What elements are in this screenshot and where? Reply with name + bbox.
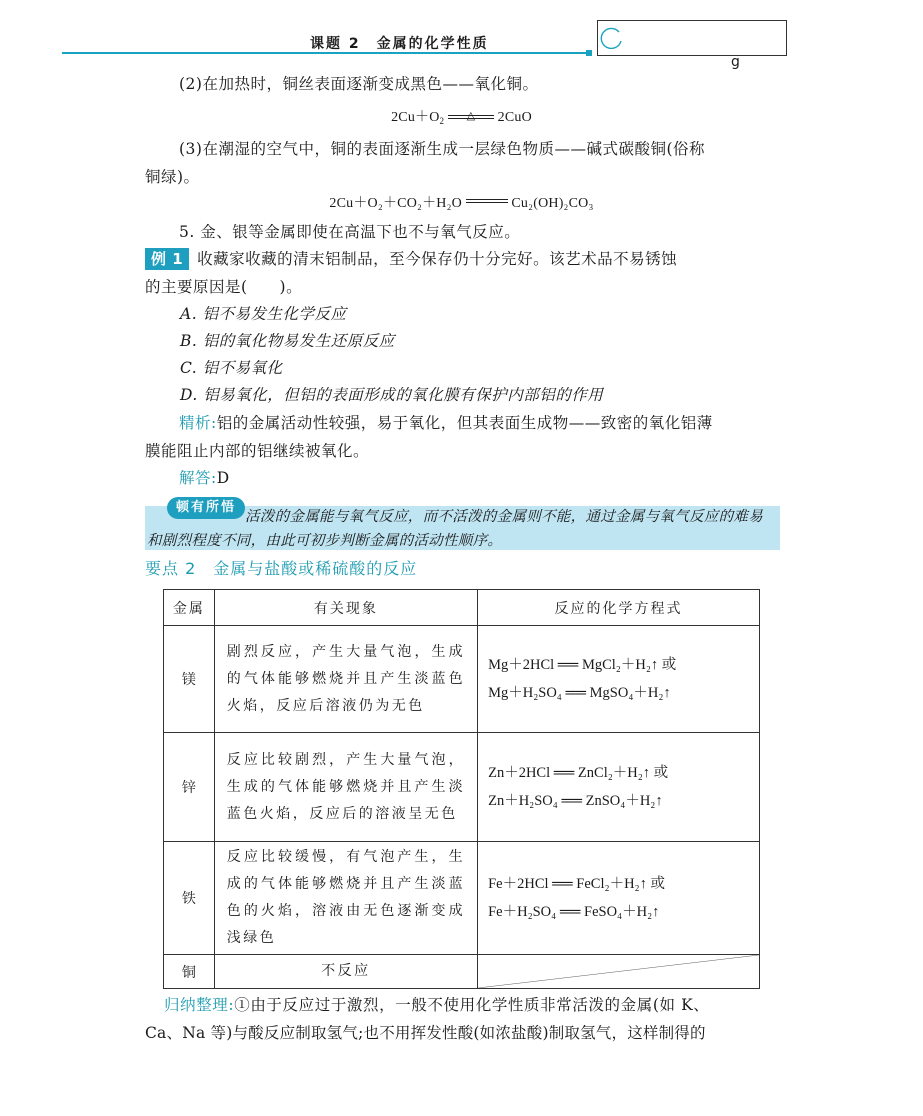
equation-line: Zn＋2HCl ══ ZnCl₂＋H₂↑ 或	[488, 765, 669, 781]
equation-left: 2Cu＋O₂＋CO₂＋H₂O	[329, 196, 462, 211]
equation-line: Mg＋2HCl ══ MgCl₂＋H₂↑ 或	[488, 657, 677, 673]
table-header-row	[164, 590, 760, 626]
metal-cell: 锌	[164, 733, 215, 842]
table-row	[164, 626, 760, 733]
keypoint-title: 要点 2 金属与盐酸或稀硫酸的反应	[145, 559, 418, 578]
running-header-title: 课题 2 金属的化学性质	[310, 36, 489, 52]
metal-cell: 镁	[164, 626, 215, 733]
paragraph-3-line1: (3)在潮湿的空气中，铜的表面逐渐生成一层绿色物质——碱式碳酸铜(俗称	[179, 140, 706, 158]
double-line-sign	[466, 199, 508, 203]
paragraph-2: (2)在加热时，铜丝表面逐渐变成黑色——氧化铜。	[179, 75, 539, 93]
option-d: D. 铝易氧化，但铝的表面形成的氧化膜有保护内部铝的作用	[180, 386, 604, 404]
header-phenomenon: 有关现象	[214, 590, 477, 626]
phenomenon-cell: 不反应	[214, 955, 477, 989]
insight-tag: 顿有所悟	[167, 497, 245, 519]
summary-line1	[145, 991, 780, 1019]
phenomenon-cell: 剧烈反应，产生大量气泡，生成的气体能够燃烧并且产生淡蓝色火焰，反应后溶液仍为无色	[214, 626, 477, 733]
equation-left: 2Cu＋O	[391, 110, 440, 125]
reaction-table	[163, 589, 760, 989]
empty-diagonal-cell	[478, 955, 760, 989]
summary-line2: Ca、Na 等)与酸反应制取氢气;也不用挥发性酸(如浓盐酸)制取氢气，这样制得的	[145, 1024, 706, 1042]
analysis-text: 铝的金属活动性较强，易于氧化，但其表面生成物——致密的氧化铝薄	[216, 414, 713, 432]
unit-label: g	[731, 54, 740, 70]
equation-cell	[478, 842, 760, 955]
metal-cell: 铜	[164, 955, 215, 989]
example-stem-line2: 的主要原因是( )。	[145, 278, 303, 296]
equation-cell	[478, 733, 760, 842]
answer-value: D	[216, 469, 230, 487]
paragraph-5: 5. 金、银等金属即使在高温下也不与氧气反应。	[179, 223, 521, 241]
equation-right: 2CuO	[497, 110, 532, 125]
equation-line: Fe＋2HCl ══ FeCl₂＋H₂↑ 或	[488, 876, 665, 892]
equation-right: Cu₂(OH)₂CO₃	[511, 196, 594, 211]
arc-icon	[600, 26, 624, 50]
example-stem-text: 收藏家收藏的清末铝制品，至今保存仍十分完好。该艺术品不易锈蚀	[197, 250, 678, 268]
analysis-line1	[145, 409, 780, 437]
equation-subscript: 2	[439, 116, 445, 126]
equation-cell	[478, 626, 760, 733]
header-rule-dot	[586, 50, 592, 56]
header-equation: 反应的化学方程式	[478, 590, 760, 626]
answer-line	[145, 464, 780, 492]
header-box	[597, 20, 787, 56]
header-metal: 金属	[164, 590, 215, 626]
header-rule	[62, 52, 590, 54]
answer-label: 解答:	[179, 469, 217, 487]
analysis-label: 精析:	[179, 414, 217, 432]
table-row	[164, 733, 760, 842]
equation-line: Zn＋H₂SO₄ ══ ZnSO₄＋H₂↑	[488, 793, 663, 809]
triangle-icon: △	[466, 110, 476, 122]
summary-label: 归纳整理:	[164, 996, 235, 1014]
table-row	[164, 842, 760, 955]
equation-line: Fe＋H₂SO₄ ══ FeSO₄＋H₂↑	[488, 904, 660, 920]
phenomenon-cell: 反应比较缓慢，有气泡产生，生成的气体能够燃烧并且产生淡蓝色的火焰，溶液由无色逐渐变成浅绿色	[214, 842, 477, 955]
phenomenon-cell: 反应比较剧烈，产生大量气泡，生成的气体能够燃烧并且产生淡蓝色火焰，反应后的溶液呈无色	[214, 733, 477, 842]
diagonal-line	[478, 955, 759, 988]
table-row	[164, 955, 760, 989]
equation-copper-oxide	[0, 106, 923, 126]
analysis-line2: 膜能阻止内部的铝继续被氧化。	[145, 442, 370, 460]
option-c: C. 铝不易氧化	[180, 359, 283, 377]
paragraph-3-line2: 铜绿)。	[145, 168, 200, 186]
option-b: B. 铝的氧化物易发生还原反应	[180, 332, 395, 350]
insight-text: 活泼的金属能与氧气反应，而不活泼的金属则不能，通过金属与氧气反应的难易和剧烈程度不同，由此可初步判断金属的活动性顺序。	[147, 509, 763, 549]
summary-text: ①由于反应过于激烈，一般不使用化学性质非常活泼的金属(如 K、	[234, 996, 710, 1014]
equation-line: Mg＋H₂SO₄ ══ MgSO₄＋H₂↑	[488, 685, 671, 701]
example-tag: 例 1	[145, 248, 189, 270]
option-a: A. 铝不易发生化学反应	[180, 305, 347, 323]
equation-copper-green	[0, 192, 923, 212]
metal-cell: 铁	[164, 842, 215, 955]
example-stem-line1	[145, 245, 780, 273]
